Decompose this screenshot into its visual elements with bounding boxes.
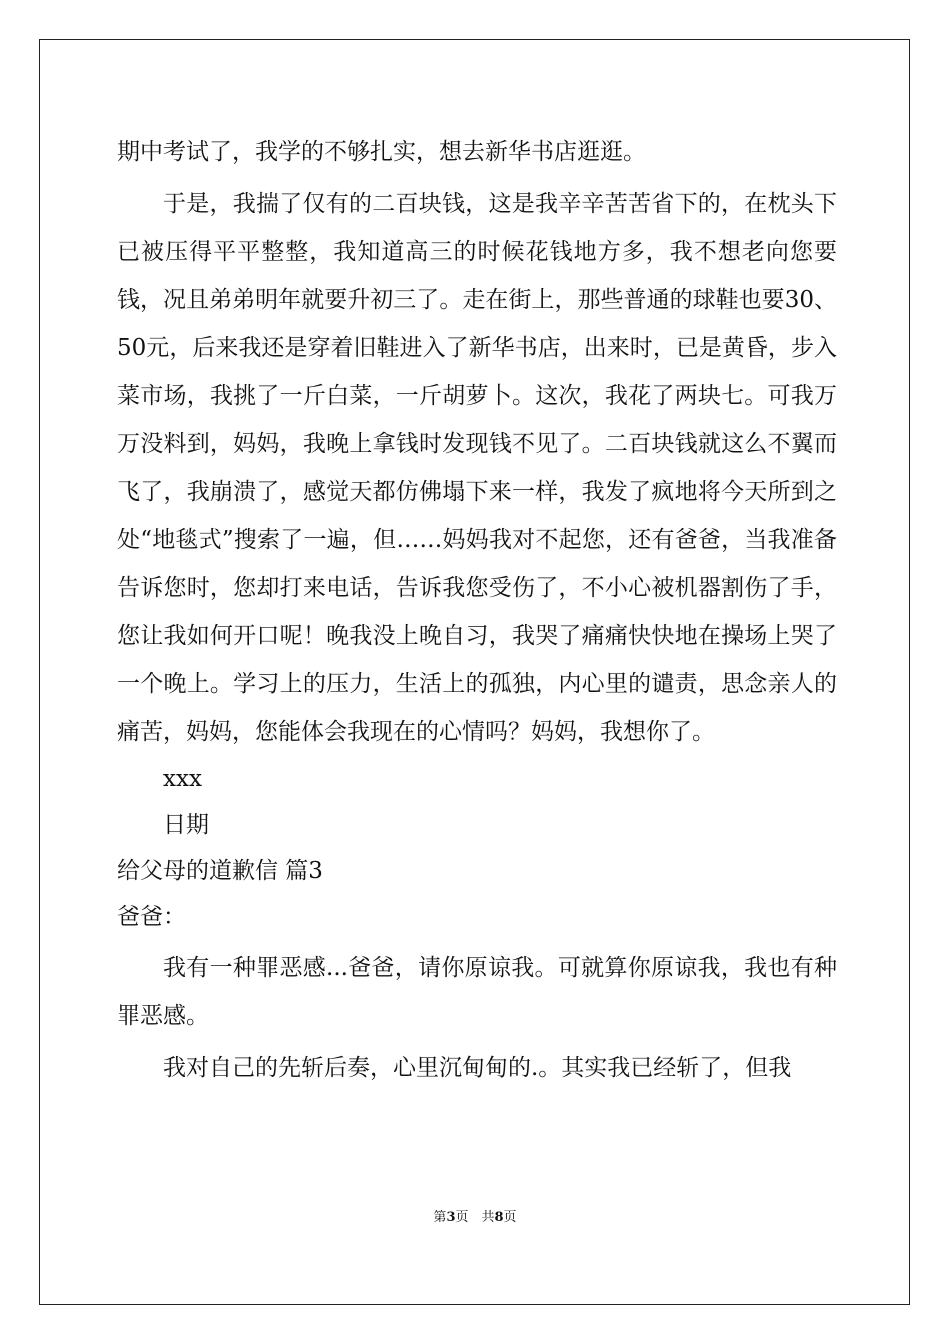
footer-suffix: 页 — [503, 1210, 517, 1225]
total-page-number: 8 — [494, 1210, 504, 1225]
paragraph-3: 我有一种罪恶感...爸爸，请你原谅我。可就算你原谅我，我也有种罪恶感。 — [117, 955, 837, 1029]
paragraph-2: 于是，我揣了仅有的二百块钱，这是我辛辛苦苦省下的，在枕头下已被压得平平整整，我知道高三的时候花钱地方多，我不想老向您要钱，况且弟弟明年就要升初三了。走在街上，那些普通的球鞋也要30、50元，后来我还是穿着旧鞋进入了新华书店，出来时，已是黄昏，步入菜市场，我挑了一斤白菜，一斤胡萝卜。这次，我花了两块七。可我万万没料到，妈妈，我晚上拿钱时发现钱不见了。二百块钱就这么不翼而飞了，我崩溃了，感觉天都仿佛塌下来一样，我发了疯地将今天所到之处“地毯式”搜索了一遍，但……妈妈我对不起您，还有爸爸，当我准备告诉您时，您却打来电话，告诉我您受伤了，不小心被机器割伤了手，您让我如何开口呢！晚我没上晚自习，我哭了痛痛快快地在操场上哭了一个晚上。学习上的压力，生活上的孤独，内心里的谴责，思念亲人的痛苦，妈妈，您能体会我现在的心情吗？妈妈，我想你了。 — [117, 191, 837, 745]
paragraph-4: 我对自己的先斩后奏，心里沉甸甸的.。其实我已经斩了，但我 — [163, 1055, 792, 1081]
paragraph-1: 期中考试了，我学的不够扎实，想去新华书店逛逛。 — [117, 139, 646, 165]
section-heading: 给父母的道歉信 篇3 — [117, 858, 323, 884]
salutation: 爸爸： — [117, 904, 186, 930]
date-line: 日期 — [163, 812, 209, 838]
signature: xxx — [163, 766, 202, 792]
page-footer — [0, 1206, 950, 1225]
document-body — [117, 128, 837, 1092]
footer-prefix: 第 — [433, 1210, 447, 1225]
document-page — [39, 39, 910, 1305]
current-page-number: 3 — [446, 1210, 456, 1225]
footer-mid: 页 共 — [455, 1210, 495, 1225]
